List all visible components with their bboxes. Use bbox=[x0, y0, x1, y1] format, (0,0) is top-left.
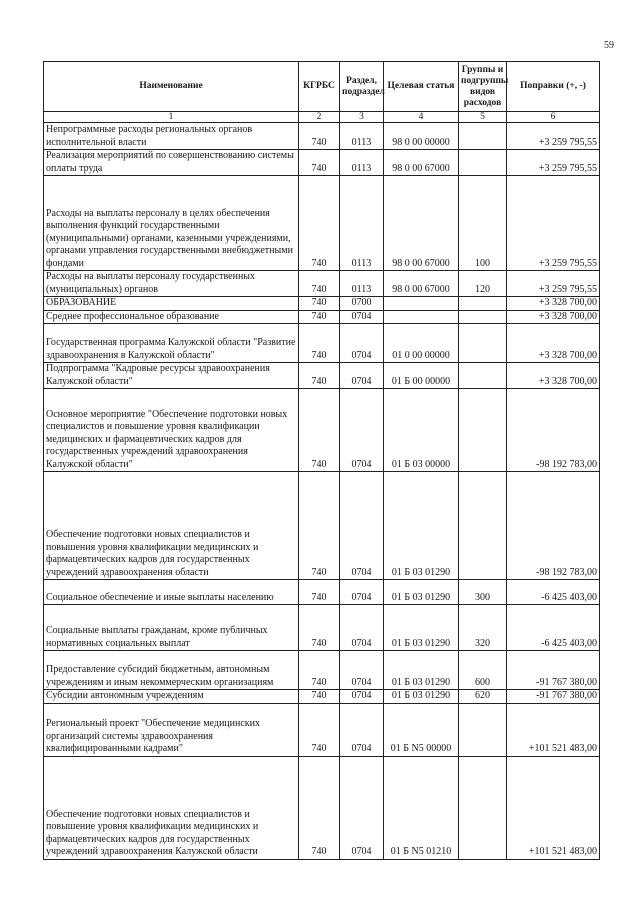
row-statya: 98 0 00 67000 bbox=[384, 176, 459, 271]
row-kgrbs: 740 bbox=[299, 123, 340, 150]
row-amount: -6 425 403,00 bbox=[507, 580, 600, 605]
row-kgrbs: 740 bbox=[299, 703, 340, 756]
row-name: Основное мероприятие "Обеспечение подготовки новых специалистов и повышение уровня квалификации медицинских и фармацевтических кадров для государственных учреждений здравоохранения Калужской области" bbox=[44, 389, 299, 472]
row-vid bbox=[459, 472, 507, 580]
row-statya: 01 0 00 00000 bbox=[384, 324, 459, 363]
table-row bbox=[44, 271, 600, 297]
table-row bbox=[44, 389, 600, 472]
header-razdel: Раздел, подраздел bbox=[340, 62, 384, 112]
row-razdel: 0704 bbox=[340, 472, 384, 580]
table-row bbox=[44, 703, 600, 756]
row-vid: 600 bbox=[459, 651, 507, 690]
row-name: Расходы на выплаты персоналу в целях обеспечения выполнения функций государственными (муниципальными) органами, казенными учреждениями, органами управления государственными внебюджетными фондами bbox=[44, 176, 299, 271]
header-vid: Группы и подгруппы видов расходов bbox=[459, 62, 507, 112]
table-row bbox=[44, 324, 600, 363]
row-name: Предоставление субсидий бюджетным, автономным учреждениям и иным некоммерческим организациям bbox=[44, 651, 299, 690]
row-kgrbs: 740 bbox=[299, 651, 340, 690]
row-statya: 98 0 00 67000 bbox=[384, 271, 459, 297]
header-row bbox=[44, 62, 600, 112]
row-name: Расходы на выплаты персоналу государственных (муниципальных) органов bbox=[44, 271, 299, 297]
row-statya: 98 0 00 67000 bbox=[384, 150, 459, 176]
row-kgrbs: 740 bbox=[299, 310, 340, 324]
row-kgrbs: 740 bbox=[299, 324, 340, 363]
row-amount: -91 767 380,00 bbox=[507, 651, 600, 690]
row-statya: 01 Б 03 01290 bbox=[384, 472, 459, 580]
row-razdel: 0704 bbox=[340, 703, 384, 756]
row-vid: 100 bbox=[459, 176, 507, 271]
row-amount: +3 259 795,55 bbox=[507, 176, 600, 271]
table-row bbox=[44, 605, 600, 651]
row-vid bbox=[459, 123, 507, 150]
row-razdel: 0113 bbox=[340, 271, 384, 297]
row-name: Социальные выплаты гражданам, кроме публичных нормативных социальных выплат bbox=[44, 605, 299, 651]
row-name: Обеспечение подготовки новых специалистов и повышения уровня квалификации медицинских и фармацевтических кадров для государственных учреждений здравоохранения области bbox=[44, 472, 299, 580]
row-amount: +3 259 795,55 bbox=[507, 150, 600, 176]
row-amount: -98 192 783,00 bbox=[507, 389, 600, 472]
row-razdel: 0704 bbox=[340, 310, 384, 324]
row-statya: 01 Б 03 01290 bbox=[384, 690, 459, 704]
row-razdel: 0113 bbox=[340, 150, 384, 176]
row-kgrbs: 740 bbox=[299, 271, 340, 297]
row-statya bbox=[384, 297, 459, 311]
row-name: Непрограммные расходы региональных органов исполнительной власти bbox=[44, 123, 299, 150]
row-vid: 300 bbox=[459, 580, 507, 605]
row-razdel: 0704 bbox=[340, 690, 384, 704]
table-row bbox=[44, 176, 600, 271]
row-name: Среднее профессиональное образование bbox=[44, 310, 299, 324]
row-kgrbs: 740 bbox=[299, 363, 340, 389]
table-row bbox=[44, 580, 600, 605]
row-amount: +3 259 795,55 bbox=[507, 123, 600, 150]
row-statya: 01 Б 03 01290 bbox=[384, 580, 459, 605]
row-razdel: 0704 bbox=[340, 363, 384, 389]
row-vid bbox=[459, 324, 507, 363]
row-amount: +3 259 795,55 bbox=[507, 271, 600, 297]
row-statya: 01 Б 03 01290 bbox=[384, 605, 459, 651]
row-amount: +101 521 483,00 bbox=[507, 756, 600, 859]
row-vid bbox=[459, 756, 507, 859]
row-razdel: 0704 bbox=[340, 324, 384, 363]
row-statya: 98 0 00 00000 bbox=[384, 123, 459, 150]
row-name: Социальное обеспечение и иные выплаты населению bbox=[44, 580, 299, 605]
row-kgrbs: 740 bbox=[299, 605, 340, 651]
row-vid: 320 bbox=[459, 605, 507, 651]
page-number: 59 bbox=[604, 40, 614, 51]
row-vid bbox=[459, 703, 507, 756]
row-amount: +101 521 483,00 bbox=[507, 703, 600, 756]
row-vid: 620 bbox=[459, 690, 507, 704]
row-name: Реализация мероприятий по совершенствованию системы оплаты труда bbox=[44, 150, 299, 176]
header-name: Наименование bbox=[44, 62, 299, 112]
row-kgrbs: 740 bbox=[299, 690, 340, 704]
row-vid: 120 bbox=[459, 271, 507, 297]
row-statya: 01 Б 03 01290 bbox=[384, 651, 459, 690]
row-amount: -91 767 380,00 bbox=[507, 690, 600, 704]
row-kgrbs: 740 bbox=[299, 389, 340, 472]
budget-amendments-table bbox=[43, 61, 600, 860]
table-row bbox=[44, 363, 600, 389]
column-number: 6 bbox=[507, 112, 600, 123]
row-name: ОБРАЗОВАНИЕ bbox=[44, 297, 299, 311]
row-vid bbox=[459, 310, 507, 324]
table-row bbox=[44, 310, 600, 324]
table-row bbox=[44, 472, 600, 580]
row-amount: +3 328 700,00 bbox=[507, 363, 600, 389]
table-body bbox=[44, 123, 600, 860]
row-name: Субсидии автономным учреждениям bbox=[44, 690, 299, 704]
row-kgrbs: 740 bbox=[299, 756, 340, 859]
row-kgrbs: 740 bbox=[299, 150, 340, 176]
row-razdel: 0113 bbox=[340, 176, 384, 271]
row-name: Региональный проект "Обеспечение медицинских организаций системы здравоохранения квалифицированными кадрами" bbox=[44, 703, 299, 756]
table-row bbox=[44, 756, 600, 859]
row-razdel: 0704 bbox=[340, 389, 384, 472]
row-amount: -98 192 783,00 bbox=[507, 472, 600, 580]
row-vid bbox=[459, 150, 507, 176]
row-statya: 01 Б N5 01210 bbox=[384, 756, 459, 859]
column-number: 2 bbox=[299, 112, 340, 123]
row-razdel: 0113 bbox=[340, 123, 384, 150]
row-amount: +3 328 700,00 bbox=[507, 324, 600, 363]
row-amount: +3 328 700,00 bbox=[507, 297, 600, 311]
row-kgrbs: 740 bbox=[299, 297, 340, 311]
row-vid bbox=[459, 389, 507, 472]
row-amount: -6 425 403,00 bbox=[507, 605, 600, 651]
row-vid bbox=[459, 363, 507, 389]
row-kgrbs: 740 bbox=[299, 580, 340, 605]
row-statya bbox=[384, 310, 459, 324]
table-row bbox=[44, 123, 600, 150]
row-name: Обеспечение подготовки новых специалистов и повышение уровня квалификации медицинских и фармацевтических кадров для государственных учреждений здравоохранения Калужской области bbox=[44, 756, 299, 859]
row-kgrbs: 740 bbox=[299, 472, 340, 580]
table-row bbox=[44, 651, 600, 690]
table-row bbox=[44, 150, 600, 176]
row-statya: 01 Б 00 00000 bbox=[384, 363, 459, 389]
row-name: Подпрограмма "Кадровые ресурсы здравоохранения Калужской области" bbox=[44, 363, 299, 389]
row-razdel: 0704 bbox=[340, 756, 384, 859]
header-amount: Поправки (+, -) bbox=[507, 62, 600, 112]
row-name: Государственная программа Калужской области "Развитие здравоохранения в Калужской области" bbox=[44, 324, 299, 363]
table-row bbox=[44, 297, 600, 311]
column-number: 3 bbox=[340, 112, 384, 123]
column-number-row bbox=[44, 112, 600, 123]
row-vid bbox=[459, 297, 507, 311]
row-statya: 01 Б N5 00000 bbox=[384, 703, 459, 756]
row-razdel: 0700 bbox=[340, 297, 384, 311]
table-row bbox=[44, 690, 600, 704]
row-razdel: 0704 bbox=[340, 651, 384, 690]
column-number: 1 bbox=[44, 112, 299, 123]
row-statya: 01 Б 03 00000 bbox=[384, 389, 459, 472]
row-razdel: 0704 bbox=[340, 605, 384, 651]
row-razdel: 0704 bbox=[340, 580, 384, 605]
header-kgrbs: КГРБС bbox=[299, 62, 340, 112]
column-number: 5 bbox=[459, 112, 507, 123]
row-kgrbs: 740 bbox=[299, 176, 340, 271]
header-statya: Целевая статья bbox=[384, 62, 459, 112]
row-amount: +3 328 700,00 bbox=[507, 310, 600, 324]
column-number: 4 bbox=[384, 112, 459, 123]
